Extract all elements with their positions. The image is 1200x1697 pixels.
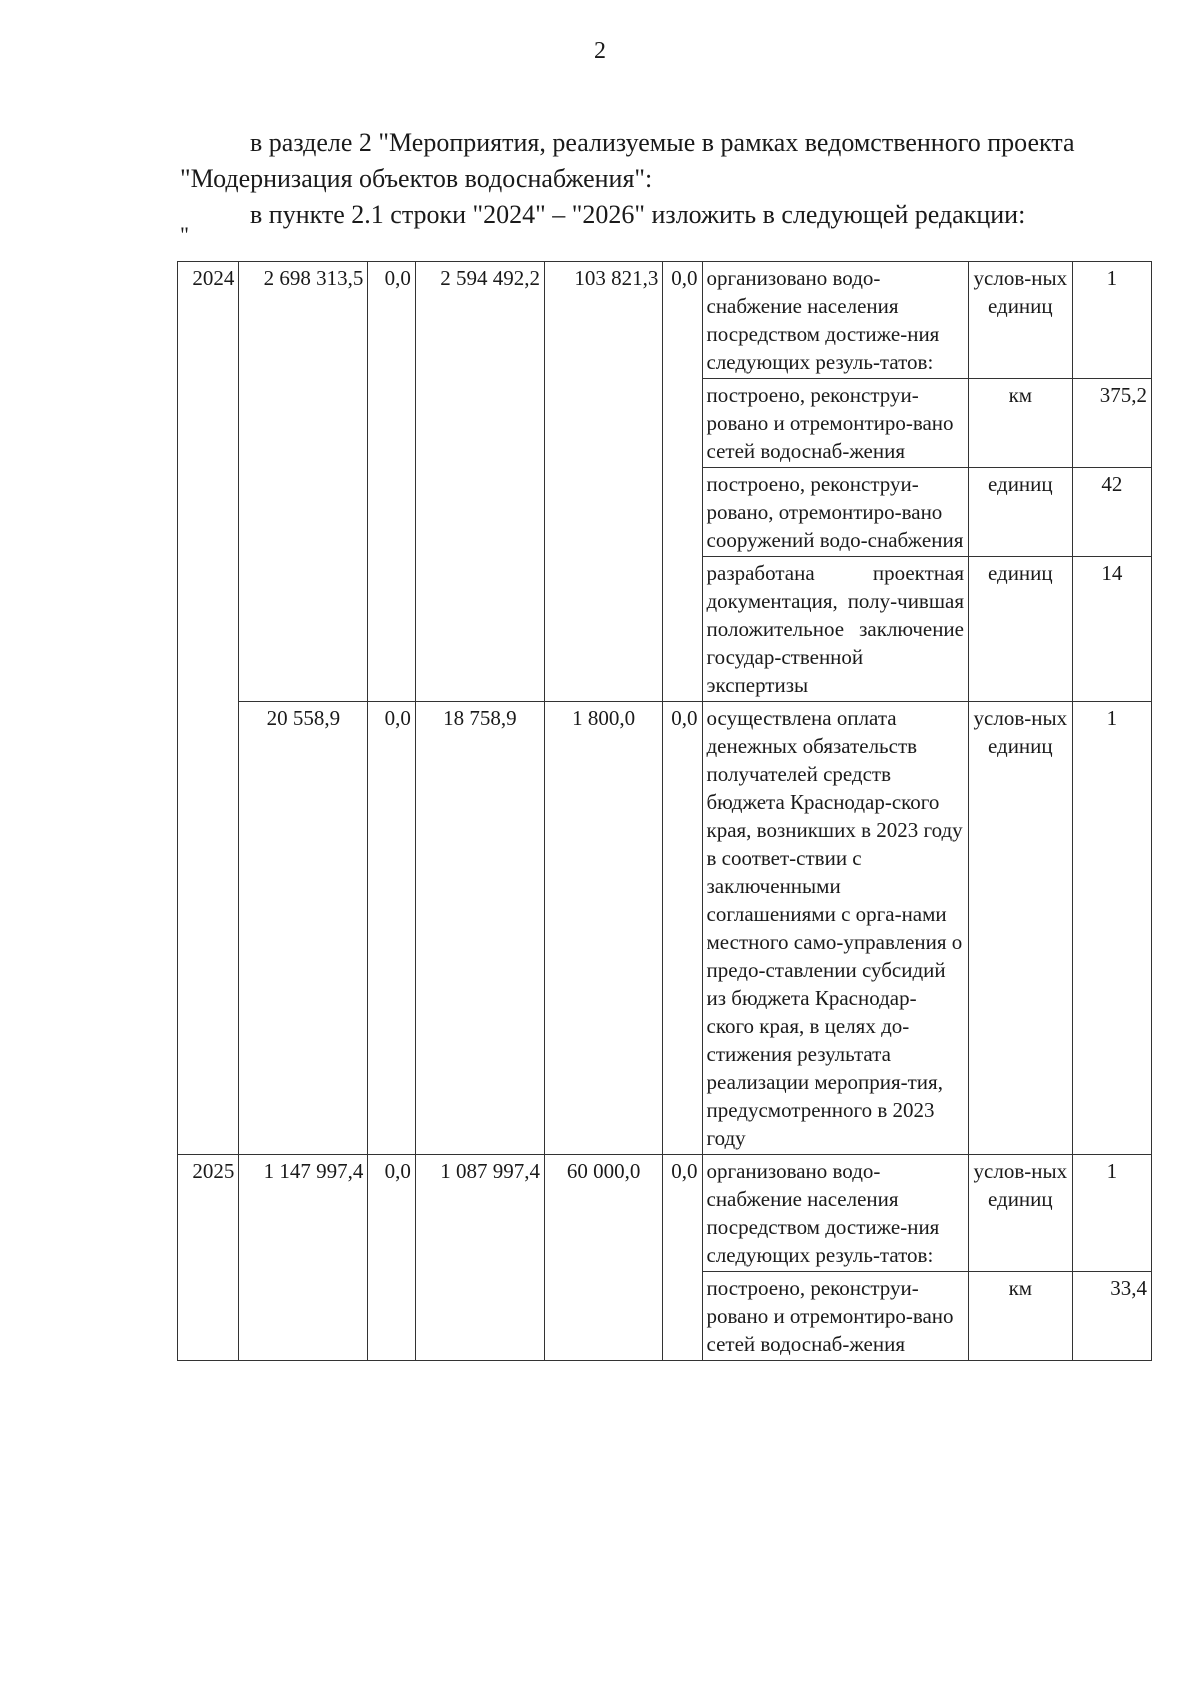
funding-cell: 2 594 492,2: [415, 262, 544, 702]
value-cell: 42: [1072, 468, 1151, 557]
result-text: разработана проектная документация, полу-чившая положительное заключение государ-ственной экспертизы: [702, 557, 969, 702]
value-cell: 33,4: [1072, 1272, 1151, 1361]
intro-line-1: в разделе 2 "Мероприятия, реализуемые в рамках ведомственного проекта "Модернизация объектов водоснабжения":: [180, 128, 1075, 193]
result-text: построено, реконструи-ровано и отремонтиро-вано сетей водоснаб-жения: [702, 379, 969, 468]
unit-cell: услов-ных единиц: [969, 1155, 1073, 1272]
funding-cell: 0,0: [663, 262, 702, 702]
funding-cell: 0,0: [663, 702, 702, 1155]
value-cell: 1: [1072, 1155, 1151, 1272]
unit-cell: км: [969, 379, 1073, 468]
year-cell: 2024: [178, 262, 239, 1155]
result-text: осуществлена оплата денежных обязательств получателей средств бюджета Краснодар-ского края, возникших в 2023 году в соответ-ствии с заключенными соглашениями с орга-нами местного само-управления о предо-ставлении субсидий из бюджета Краснодар-ского края, в целях до-стижения результата реализации мероприя-тия, предусмотренного в 2023 году: [702, 702, 969, 1155]
unit-cell: единиц: [969, 468, 1073, 557]
table-row: [178, 262, 1152, 379]
page-number: 2: [594, 38, 606, 64]
year-cell: 2025: [178, 1155, 239, 1361]
funding-cell: 1 800,0: [544, 702, 662, 1155]
table-row: [178, 702, 1152, 1155]
funding-cell: 0,0: [368, 702, 416, 1155]
result-text: построено, реконструи-ровано, отремонтиро-вано сооружений водо-снабжения: [702, 468, 969, 557]
amendment-table: [177, 261, 1152, 1361]
total-cell: 1 147 997,4: [239, 1155, 368, 1361]
unit-cell: км: [969, 1272, 1073, 1361]
funding-cell: 103 821,3: [544, 262, 662, 702]
result-text: построено, реконструи-ровано и отремонтиро-вано сетей водоснаб-жения: [702, 1272, 969, 1361]
intro-text: [180, 125, 1140, 233]
unit-cell: единиц: [969, 557, 1073, 702]
opening-quote-mark: ": [180, 222, 189, 247]
funding-cell: 18 758,9: [415, 702, 544, 1155]
value-cell: 375,2: [1072, 379, 1151, 468]
result-text: организовано водо-снабжение населения посредством достиже-ния следующих резуль-татов:: [702, 262, 969, 379]
value-cell: 1: [1072, 262, 1151, 379]
funding-cell: 1 087 997,4: [415, 1155, 544, 1361]
total-cell: 2 698 313,5: [239, 262, 368, 702]
value-cell: 1: [1072, 702, 1151, 1155]
value-cell: 14: [1072, 557, 1151, 702]
total-cell: 20 558,9: [239, 702, 368, 1155]
funding-cell: 60 000,0: [544, 1155, 662, 1361]
result-text: организовано водо-снабжение населения посредством достиже-ния следующих резуль-татов:: [702, 1155, 969, 1272]
table-row: [178, 1155, 1152, 1272]
funding-cell: 0,0: [368, 1155, 416, 1361]
funding-cell: 0,0: [368, 262, 416, 702]
funding-cell: 0,0: [663, 1155, 702, 1361]
unit-cell: услов-ных единиц: [969, 262, 1073, 379]
unit-cell: услов-ных единиц: [969, 702, 1073, 1155]
intro-line-2: в пункте 2.1 строки "2024" – "2026" изложить в следующей редакции:: [250, 200, 1026, 229]
